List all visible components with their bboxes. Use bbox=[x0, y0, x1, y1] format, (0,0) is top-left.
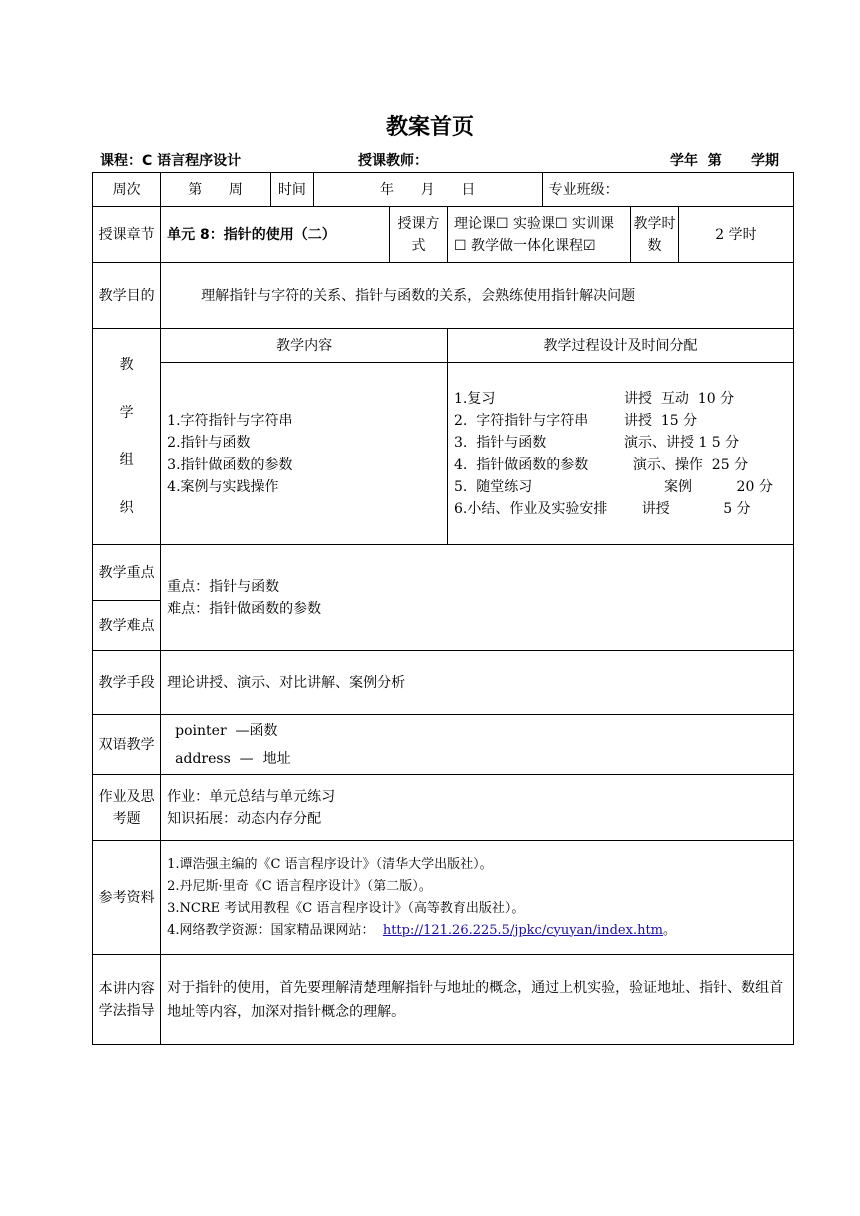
course-website-link[interactable]: http://121.26.225.5/jpkc/cyuyan/index.htm bbox=[382, 922, 663, 938]
reference-item: 2.丹尼斯·里奇《C 语言程序设计》（第二版）。 bbox=[167, 878, 432, 894]
content-list bbox=[161, 363, 448, 545]
difficulty-line: 难点：指针做函数的参数 bbox=[167, 600, 322, 617]
table-row bbox=[93, 545, 794, 601]
table-row bbox=[93, 955, 794, 1045]
table-row bbox=[93, 173, 794, 207]
bilingual-cell bbox=[161, 715, 794, 775]
time-value: 年 月 日 bbox=[313, 173, 542, 207]
process-detail: 演示、讲授 1 5 分 bbox=[624, 434, 740, 451]
process-item: 6.小结、作业及实验安排 bbox=[454, 500, 608, 517]
table-row bbox=[93, 775, 794, 841]
list-item bbox=[454, 432, 787, 454]
homework-label: 作业及思考题 bbox=[93, 775, 161, 841]
means-text: 理论讲授、演示、对比讲解、案例分析 bbox=[161, 651, 794, 715]
list-item: 3.指针做函数的参数 bbox=[167, 456, 293, 473]
process-detail: 案例 20 分 bbox=[624, 478, 773, 495]
references-cell bbox=[161, 841, 794, 955]
homework-line: 知识拓展：动态内存分配 bbox=[167, 810, 322, 827]
key-point-label: 教学重点 bbox=[93, 545, 161, 601]
homework-line: 作业：单元总结与单元练习 bbox=[167, 788, 336, 805]
term-label: 学年 第 学期 bbox=[670, 153, 779, 169]
method-value: 理论课☐ 实验课☐ 实训课☐ 教学做一体化课程☑ bbox=[448, 207, 631, 263]
reference-item-suffix: 。 bbox=[663, 922, 677, 938]
lesson-plan-table bbox=[92, 172, 794, 1045]
table-row bbox=[93, 715, 794, 775]
list-item: 4.案例与实践操作 bbox=[167, 478, 279, 495]
bilingual-line: address — 地址 bbox=[175, 750, 291, 767]
goal-text: 理解指针与字符的关系、指针与函数的关系，会熟练使用指针解决问题 bbox=[161, 263, 794, 329]
difficulty-label: 教学难点 bbox=[93, 601, 161, 651]
organization-label bbox=[93, 329, 161, 545]
hours-value: 2 学时 bbox=[678, 207, 793, 263]
table-row bbox=[93, 329, 794, 363]
table-row bbox=[93, 263, 794, 329]
key-point-line: 重点：指针与函数 bbox=[167, 578, 280, 595]
process-detail: 演示、操作 25 分 bbox=[624, 456, 749, 473]
page-title: 教案首页 bbox=[385, 115, 474, 140]
organization-label-char: 组 bbox=[119, 452, 134, 469]
reference-item: 3.NCRE 考试用教程《C 语言程序设计》（高等教育出版社）。 bbox=[167, 900, 525, 916]
process-detail: 讲授 15 分 bbox=[624, 412, 698, 429]
list-item bbox=[454, 476, 787, 498]
homework-cell bbox=[161, 775, 794, 841]
guidance-text: 对于指针的使用，首先要理解清楚理解指针与地址的概念，通过上机实验，验证地址、指针、数组首地址等内容，加深对指针概念的理解。 bbox=[161, 955, 794, 1045]
list-item: 2.指针与函数 bbox=[167, 434, 251, 451]
chapter-value: 单元 8：指针的使用（二） bbox=[161, 207, 390, 263]
process-detail: 讲授 5 分 bbox=[624, 500, 751, 517]
guidance-label: 本讲内容学法指导 bbox=[93, 955, 161, 1045]
process-list bbox=[448, 363, 794, 545]
bilingual-line: pointer —函数 bbox=[175, 722, 278, 739]
reference-item bbox=[167, 920, 787, 942]
list-item bbox=[454, 454, 787, 476]
table-row bbox=[93, 207, 794, 263]
list-item bbox=[454, 410, 787, 432]
chapter-label: 授课章节 bbox=[93, 207, 161, 263]
list-item bbox=[454, 498, 787, 520]
table-row bbox=[93, 651, 794, 715]
method-label: 授课方式 bbox=[390, 207, 448, 263]
organization-label-char: 织 bbox=[119, 499, 134, 516]
reference-item: 1.谭浩强主编的《C 语言程序设计》（清华大学出版社）。 bbox=[167, 856, 493, 872]
process-item: 3. 指针与函数 bbox=[454, 434, 547, 451]
process-detail: 讲授 互动 10 分 bbox=[624, 390, 735, 407]
week-value: 第 周 bbox=[161, 173, 271, 207]
table-row bbox=[93, 363, 794, 545]
key-points-cell bbox=[161, 545, 794, 651]
means-label: 教学手段 bbox=[93, 651, 161, 715]
process-item: 1.复习 bbox=[454, 390, 496, 407]
week-label: 周次 bbox=[93, 173, 161, 207]
content-header: 教学内容 bbox=[161, 329, 448, 363]
list-item: 1.字符指针与字符串 bbox=[167, 412, 293, 429]
table-row bbox=[93, 841, 794, 955]
hours-label: 教学时数 bbox=[631, 207, 679, 263]
process-header: 教学过程设计及时间分配 bbox=[448, 329, 794, 363]
process-item: 2. 字符指针与字符串 bbox=[454, 412, 589, 429]
process-item: 4. 指针做函数的参数 bbox=[454, 456, 589, 473]
process-item: 5. 随堂练习 bbox=[454, 478, 533, 495]
teacher-label: 授课教师： bbox=[358, 153, 428, 169]
course-label: 课程：C 语言程序设计 bbox=[100, 153, 242, 169]
time-label: 时间 bbox=[271, 173, 314, 207]
class-label: 专业班级： bbox=[542, 173, 793, 207]
bilingual-label: 双语教学 bbox=[93, 715, 161, 775]
goal-label: 教学目的 bbox=[93, 263, 161, 329]
list-item bbox=[454, 388, 787, 410]
references-label: 参考资料 bbox=[93, 841, 161, 955]
reference-item-prefix: 4.网络教学资源：国家精品课网站： bbox=[167, 922, 383, 938]
organization-label-char: 教 bbox=[119, 357, 134, 374]
organization-label-char: 学 bbox=[119, 404, 134, 421]
